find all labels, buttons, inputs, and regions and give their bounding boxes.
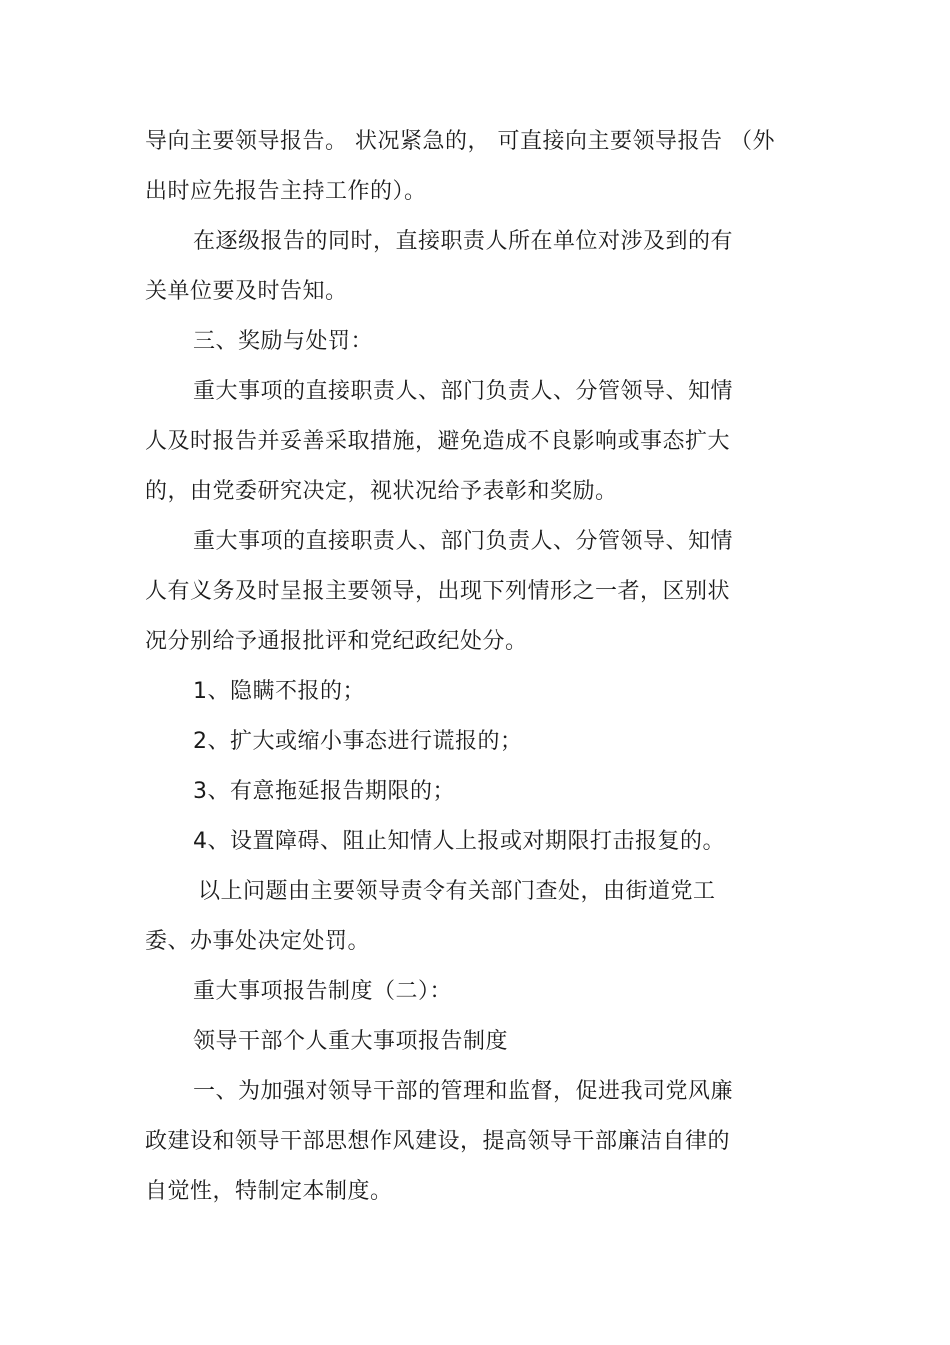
list-item: 4、设置障碍、阻止知情人上报或对期限打击报复的。 [193, 829, 725, 854]
text-line: 出时应先报告主持工作的）。 [145, 179, 427, 204]
section-heading: 重大事项报告制度（二）： [193, 979, 453, 1004]
text-line: 在逐级报告的同时，直接职责人所在单位对涉及到的有 [193, 229, 734, 254]
text-line: 委、办事处决定处罚。 [145, 929, 371, 954]
text-line: 的，由党委研究决定，视状况给予表彰和奖励。 [145, 479, 618, 504]
text-line: 人有义务及时呈报主要领导，出现下列情形之一者，区别状 [145, 579, 731, 604]
text-line: 重大事项的直接职责人、部门负责人、分管领导、知情 [193, 529, 734, 554]
text-line: 一、为加强对领导干部的管理和监督，促进我司党风廉 [193, 1079, 734, 1104]
text-line: 自觉性，特制定本制度。 [145, 1179, 393, 1204]
text-line: 况分别给予通报批评和党纪政纪处分。 [145, 629, 528, 654]
text-line: 关单位要及时告知。 [145, 279, 348, 304]
text-line: 政建设和领导干部思想作风建设，提高领导干部廉洁自律的 [145, 1129, 731, 1154]
list-item: 2、扩大或缩小事态进行谎报的； [193, 729, 523, 754]
list-item: 3、有意拖延报告期限的； [193, 779, 455, 804]
text-line: 以上问题由主要领导责令有关部门查处，由街道党工 [198, 879, 716, 904]
document-title: 领导干部个人重大事项报告制度 [193, 1029, 509, 1054]
section-heading: 三、奖励与处罚： [193, 329, 374, 354]
text-line: 人及时报告并妥善采取措施，避免造成不良影响或事态扩大 [145, 429, 731, 454]
list-item: 1、隐瞒不报的； [193, 679, 365, 704]
text-line: 导向主要领导报告。 状况紧急的， 可直接向主要领导报告 （外 [145, 129, 775, 154]
text-line: 重大事项的直接职责人、部门负责人、分管领导、知情 [193, 379, 734, 404]
